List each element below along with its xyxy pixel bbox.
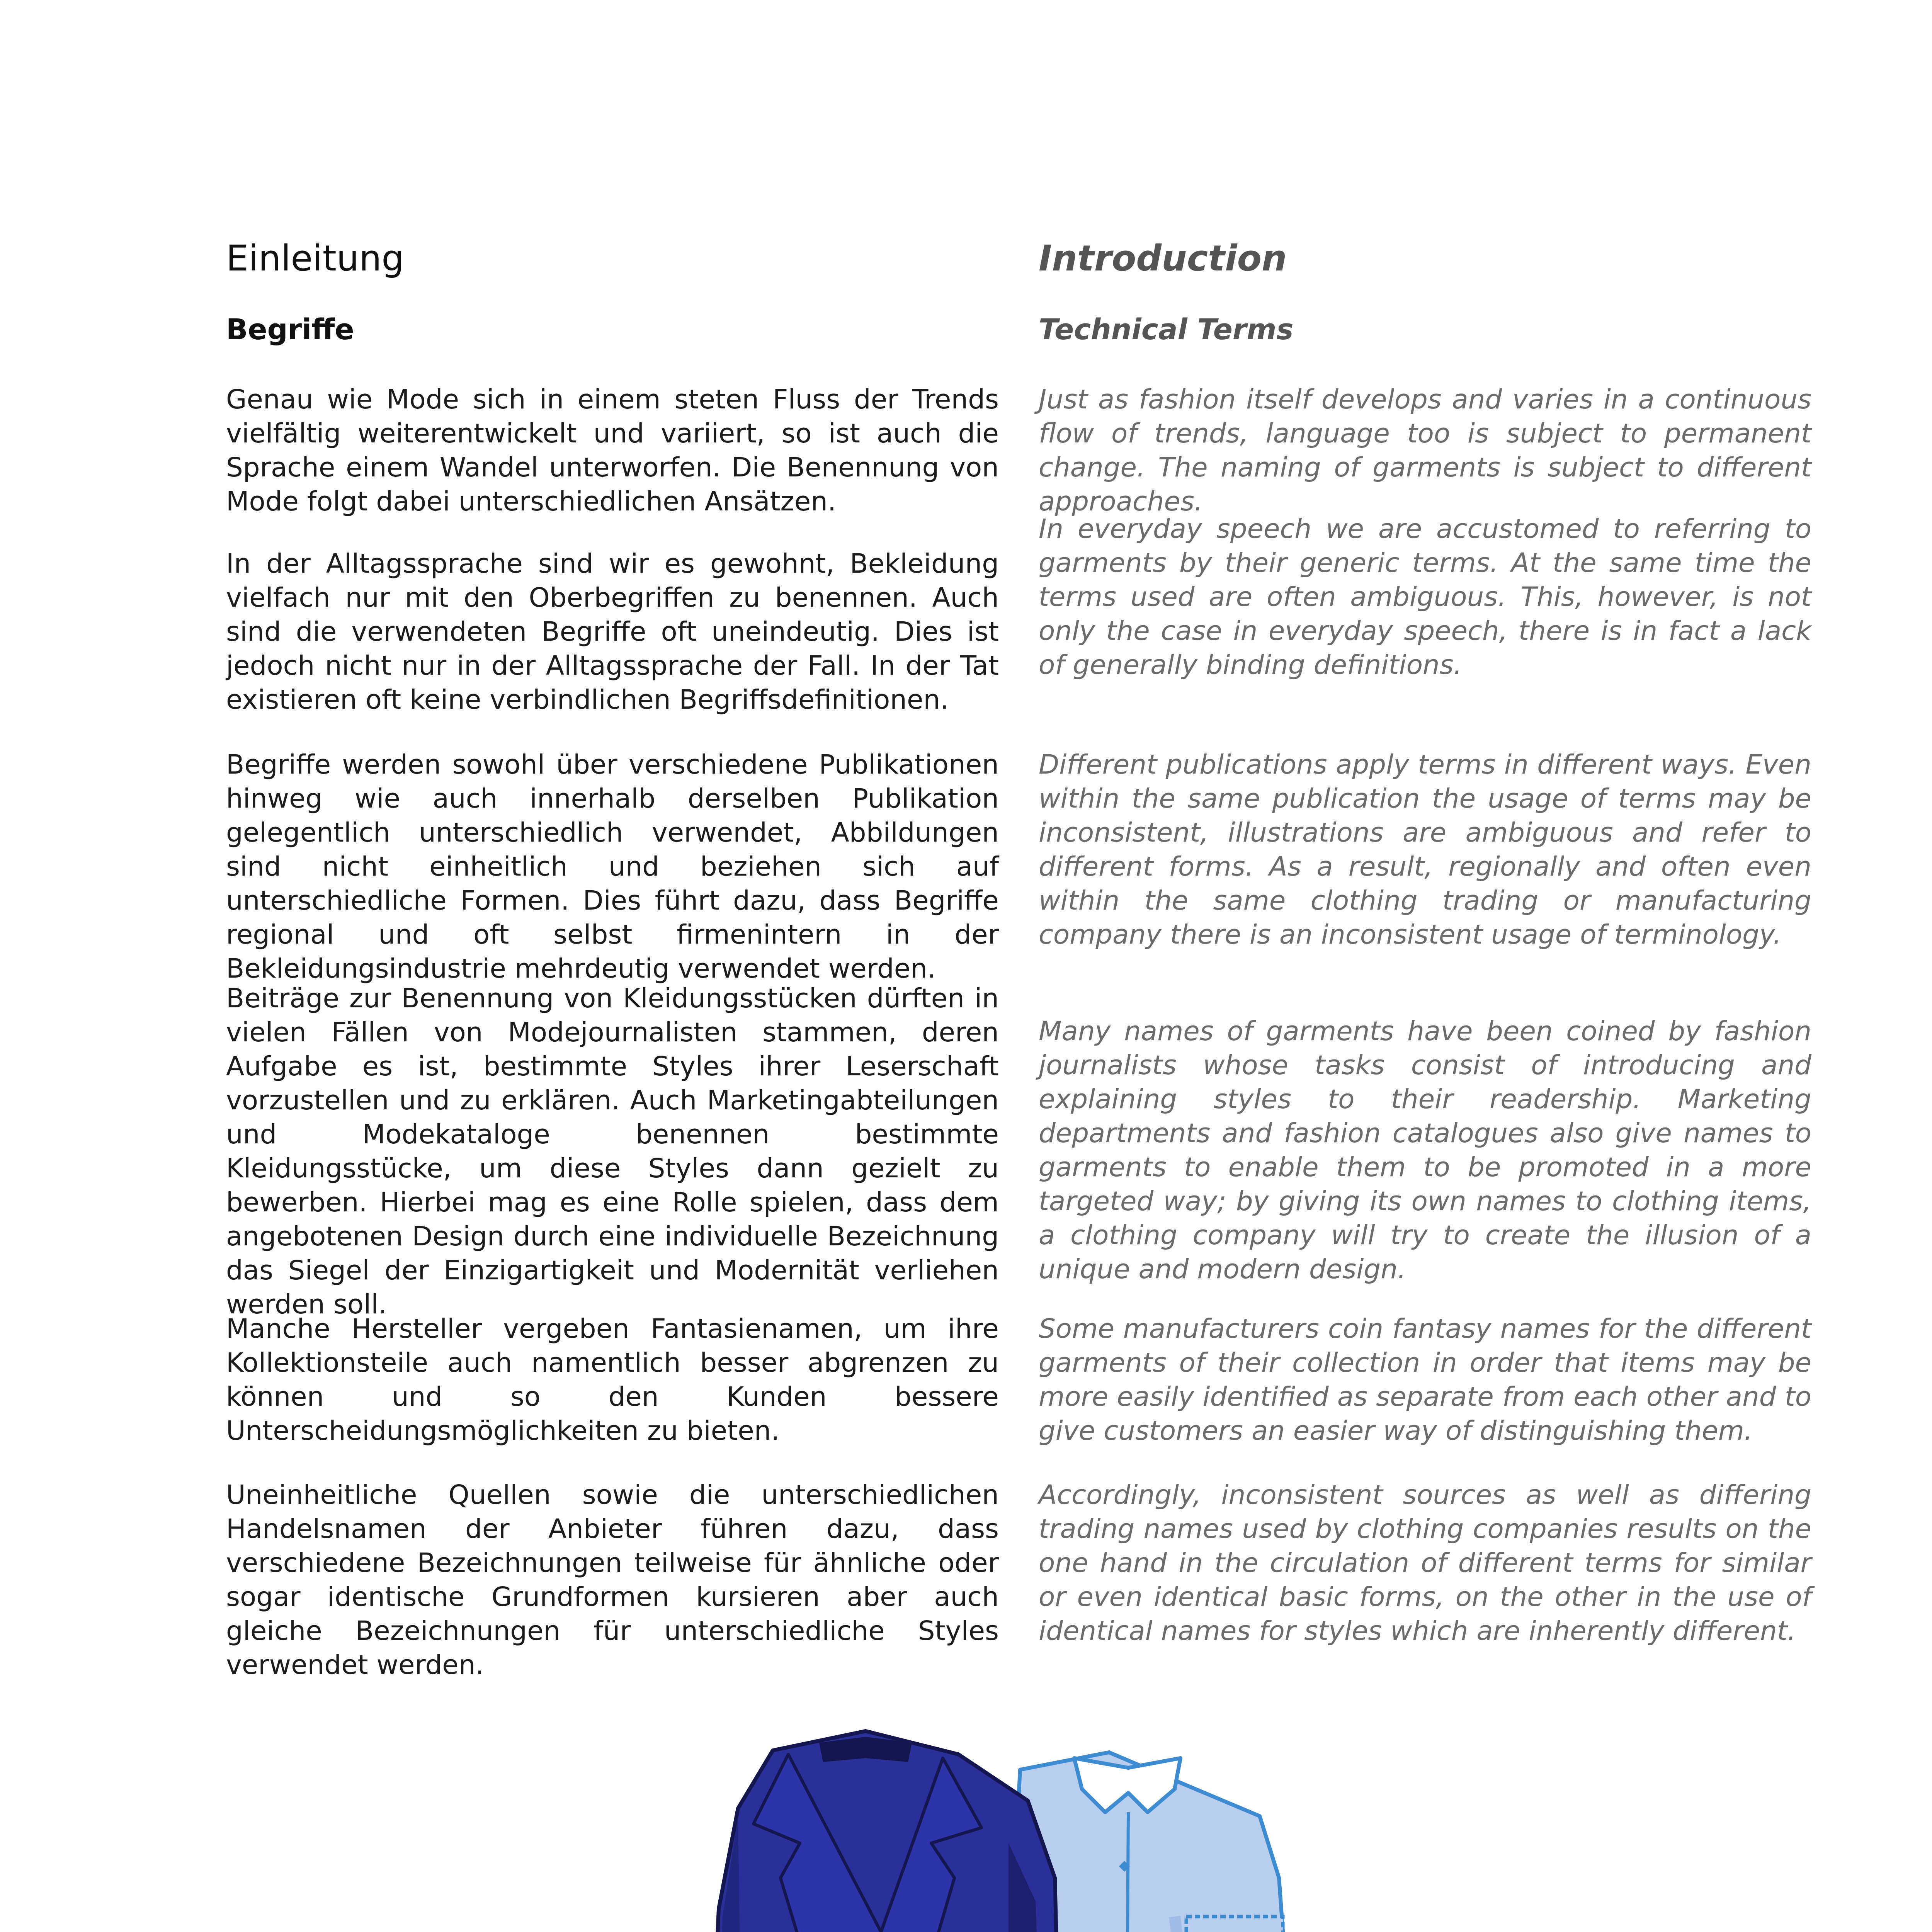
german-paragraph: Beiträge zur Benennung von Kleidungsstücken dürften in vielen Fällen von Modejournalisten stammen, deren Aufgabe es ist, bestimmte Styles ihrer Leserschaft vorzustellen und zu erklären. Auch Marketingabteilungen und Modekataloge benennen bestimmte Kleidungsstücke, um diese Styles dann gezielt zu bewerben. Hierbei mag es eine Rolle spielen, dass dem angebotenen Design durch eine individuelle Bezeichnung das Siegel der Einzigartigkeit und Modernität verliehen werden soll. <box>226 983 999 1320</box>
double-breasted-jacket-icon <box>703 1731 1066 1932</box>
english-paragraph: Accordingly, inconsistent sources as well as differing trading names used by clothing companies results on the one hand in the circulation of different terms for similar or even identical basic forms, on the other in the use of identical names for styles which are inherently different. <box>1039 1480 1811 1646</box>
german-paragraph: Manche Hersteller vergeben Fantasienamen, um ihre Kollektionsteile auch namentlich besser abgrenzen zu können und so den Kunden bessere Unterscheidungsmöglichkeiten zu bieten. <box>226 1313 999 1446</box>
english-paragraph: Some manufacturers coin fantasy names for the different garments of their collection in order that items may be more easily identified as separate from each other and to give customers an easier way of distinguishing them. <box>1039 1313 1811 1446</box>
english-paragraph: Just as fashion itself develops and varies in a continuous flow of trends, language too is subject to permanent change. The naming of garments is subject to different approaches. <box>1039 384 1811 517</box>
german-paragraph: In der Alltagssprache sind wir es gewohnt, Bekleidung vielfach nur mit den Oberbegriffen zu benennen. Auch sind die verwendeten Begriffe oft uneindeutig. Dies ist jedoch nicht nur in der Alltagssprache der Fall. In der Tat existieren oft keine verbindlichen Begriffsdefinitionen. <box>226 548 999 715</box>
garment-illustration <box>572 1716 1441 1932</box>
german-heading: Einleitung <box>226 238 404 279</box>
english-subheading: Technical Terms <box>1039 313 1294 346</box>
english-paragraph: Different publications apply terms in different ways. Even within the same publication the usage of terms may be inconsistent, illustrations are ambiguous and refer to different forms. As a result, regionally and often even within the same clothing trading or manufacturing company there is an inconsistent usage of terminology. <box>1039 749 1811 950</box>
german-subheading: Begriffe <box>226 313 354 346</box>
german-paragraph: Uneinheitliche Quellen sowie die unterschiedlichen Handelsnamen der Anbieter führen dazu, dass verschiedene Bezeichnungen teilweise für ähnliche oder sogar identische Grundformen kursieren aber auch gleiche Bezeichnungen für unterschiedliche Styles verwendet werden. <box>226 1480 999 1680</box>
english-heading: Introduction <box>1039 238 1287 279</box>
german-paragraph: Genau wie Mode sich in einem steten Fluss der Trends vielfältig weiterentwickelt und variiert, so ist auch die Sprache einem Wandel unterworfen. Die Benennung von Mode folgt dabei unterschiedlichen Ansätzen. <box>226 384 999 517</box>
english-paragraph: Many names of garments have been coined by fashion journalists whose tasks consist of introducing and explaining styles to their readership. Marketing departments and fashion catalogues also give names to garments to enable them to be promoted in a more targeted way; by giving its own names to clothing items, a clothing company will try to create the illusion of a unique and modern design. <box>1039 1016 1811 1285</box>
german-paragraph: Begriffe werden sowohl über verschiedene Publikationen hinweg wie auch innerhalb derselben Publikation gelegentlich unterschiedlich verwendet, Abbildungen sind nicht einheitlich und beziehen sich auf unterschiedliche Formen. Dies führt dazu, dass Begriffe regional und oft selbst firmenintern in der Bekleidungsindustrie mehrdeutig verwendet werden. <box>226 749 999 984</box>
english-paragraph: In everyday speech we are accustomed to referring to garments by their generic terms. At the same time the terms used are often ambiguous. This, however, is not only the case in everyday speech, there is in fact a lack of generally binding definitions. <box>1039 514 1811 680</box>
